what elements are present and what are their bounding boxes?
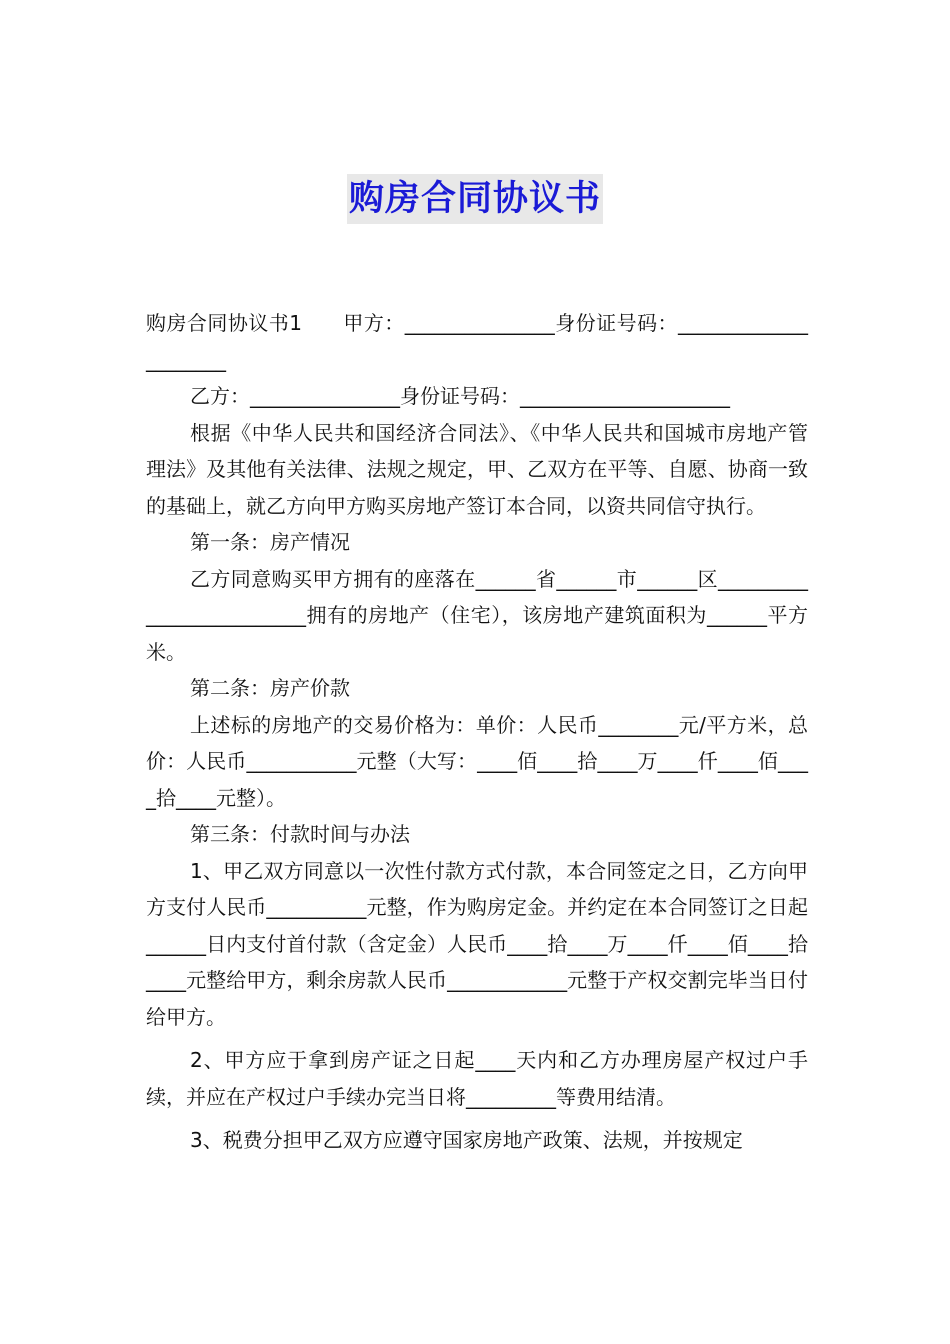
title-container	[0, 174, 950, 224]
preamble-paragraph: 根据《中华人民共和国经济合同法》、《中华人民共和国城市房地产管理法》及其他有关法律、法规之规定，甲、乙双方在平等、自愿、协商一致的基础上，就乙方向甲方购买房地产签订本合同，以资共同信守执行。	[146, 420, 808, 518]
article-2-paragraph: 上述标的房地产的交易价格为：单价：人民币________元/平方米，总价：人民币___________元整（大写：____佰____拾____万____仟____佰____拾____元整）。	[146, 712, 808, 810]
article-3-clause-1: 1、甲乙双方同意以一次性付款方式付款，本合同签定之日，乙方向甲方支付人民币__________元整，作为购房定金。并约定在本合同签订之日起______日内支付首付款（含定金）人民币____拾____万____仟____佰____拾____元整给甲方，剩余房款人民币____________元整于产权交割完毕当日付给甲方。	[146, 858, 808, 1029]
document-title: 购房合同协议书	[347, 174, 603, 224]
article-1-paragraph: 乙方同意购买甲方拥有的座落在______省______市______区_________________________拥有的房地产（住宅），该房地产建筑面积为______平方米。	[146, 566, 808, 664]
article-3-heading: 第三条：付款时间与办法	[190, 822, 410, 846]
article-3-clause-2: 2、甲方应于拿到房产证之日起____天内和乙方办理房屋产权过户手续，并应在产权过户手续办完当日将_________等费用结清。	[146, 1048, 808, 1109]
document-body	[146, 305, 808, 1159]
article-2-heading: 第二条：房产价款	[190, 676, 350, 700]
party-a-line: 购房合同协议书1 甲方：_______________身份证号码：_____________________	[146, 311, 808, 372]
party-b-line: 乙方：_______________身份证号码：_____________________	[190, 384, 730, 408]
article-3-clause-3: 3、税费分担甲乙双方应遵守国家房地产政策、法规，并按规定	[190, 1128, 743, 1152]
article-1-heading: 第一条：房产情况	[190, 530, 350, 554]
